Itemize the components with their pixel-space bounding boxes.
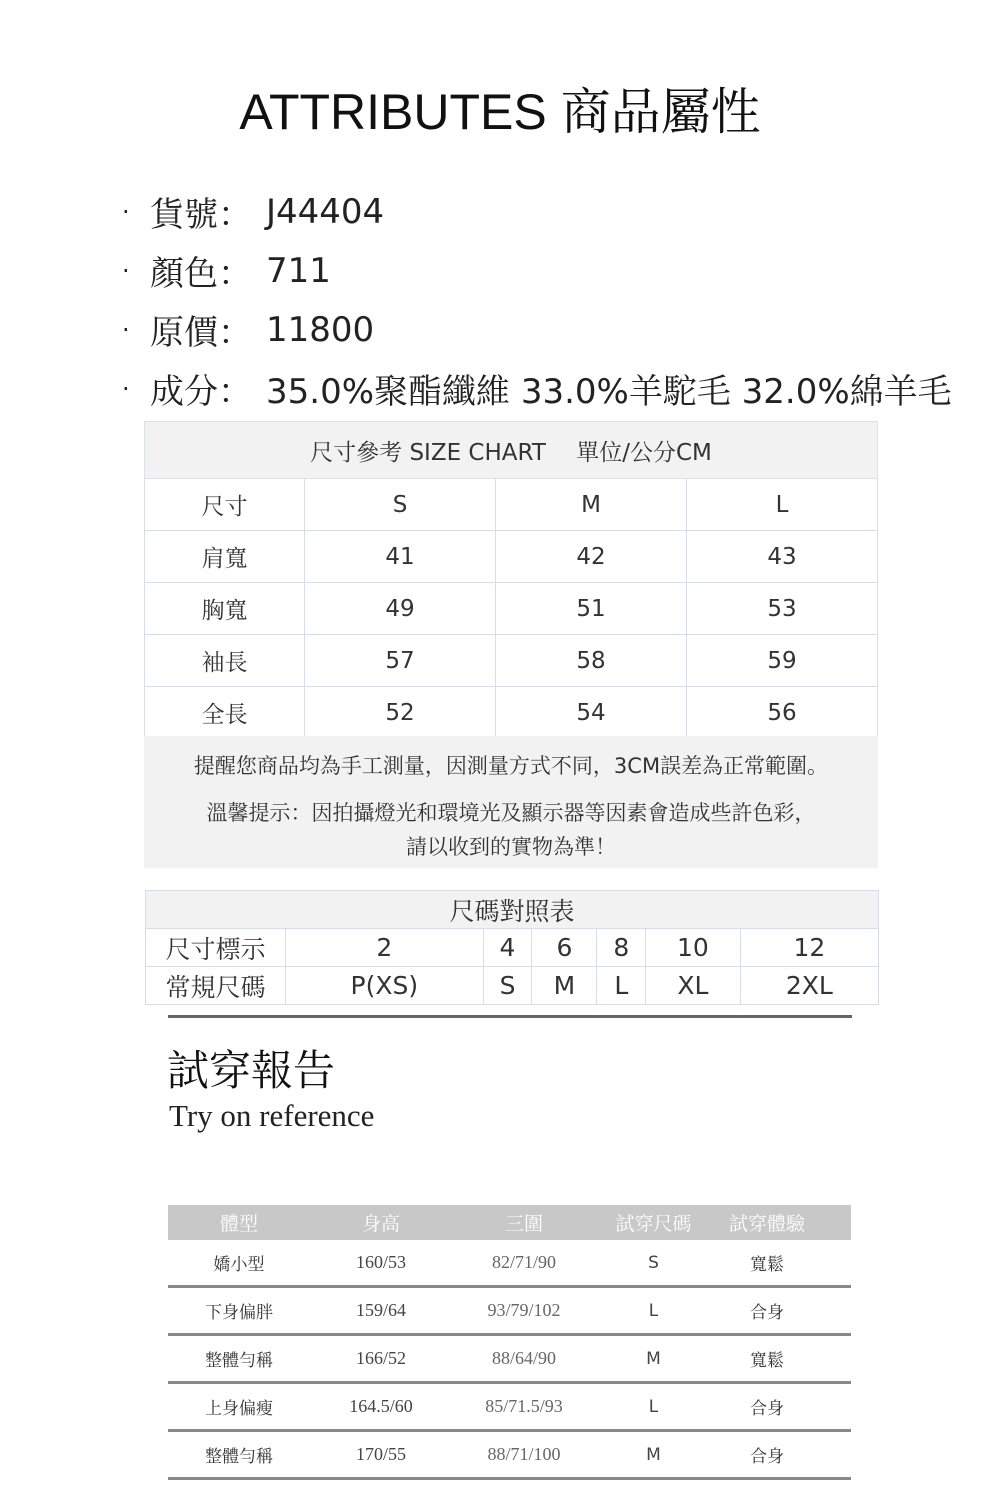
- bullet-icon: ·: [122, 315, 130, 344]
- color-disclaimer-line1: 溫馨提示：因拍攝燈光和環境光及顯示器等因素會造成些許色彩，: [206, 801, 816, 825]
- column-header: 試穿體驗: [728, 1213, 805, 1235]
- table-cell: 160/53: [355, 1252, 406, 1272]
- table-cell: L: [648, 1396, 659, 1417]
- try-on-header-row: [168, 1205, 851, 1240]
- table-cell: 82/71/90: [491, 1252, 556, 1272]
- attribute-label: 顏色：: [150, 254, 252, 294]
- table-cell: 59: [687, 635, 878, 687]
- table-cell: 下身偏胖: [205, 1303, 273, 1323]
- row-label: 常規尺碼: [146, 967, 286, 1005]
- column-header: M: [496, 479, 687, 531]
- page-title: ATTRIBUTES 商品屬性: [239, 84, 761, 140]
- size-conversion-table: [145, 890, 879, 1005]
- try-on-table: [168, 1205, 851, 1480]
- size-conversion-title: 尺碼對照表: [146, 891, 879, 929]
- table-row: [146, 929, 879, 967]
- table-cell: 2XL: [740, 967, 878, 1005]
- table-cell: 合身: [750, 1399, 784, 1419]
- table-cell: 42: [496, 531, 687, 583]
- table-row: [168, 1240, 851, 1288]
- size-chart-table: [144, 421, 878, 739]
- table-cell: 56: [687, 687, 878, 739]
- table-cell: 41: [305, 531, 496, 583]
- table-cell: 整體勻稱: [205, 1447, 273, 1467]
- attribute-value: 711: [266, 250, 331, 291]
- attribute-label: 貨號：: [150, 195, 252, 235]
- table-cell: 10: [646, 929, 741, 967]
- table-cell: 164.5/60: [349, 1396, 413, 1416]
- table-cell: 上身偏瘦: [205, 1399, 273, 1419]
- column-header: L: [687, 479, 878, 531]
- try-on-title: 試穿報告: [167, 1046, 336, 1095]
- table-row: [146, 967, 879, 1005]
- table-cell: 88/64/90: [491, 1348, 556, 1368]
- table-cell: 嬌小型: [213, 1255, 265, 1275]
- size-chart-header: 尺寸參考 SIZE CHART 單位/公分CM: [145, 422, 878, 479]
- size-chart-notes: [144, 736, 878, 868]
- table-cell: 93/79/102: [487, 1300, 561, 1320]
- table-cell: 寬鬆: [750, 1255, 784, 1275]
- table-row: [145, 583, 878, 635]
- table-cell: 8: [597, 929, 646, 967]
- table-cell: 合身: [750, 1303, 784, 1323]
- attribute-price: [122, 300, 952, 359]
- column-header: 試穿尺碼: [615, 1213, 692, 1235]
- table-cell: L: [648, 1300, 659, 1321]
- attribute-label: 成分：: [150, 372, 252, 412]
- table-row: [168, 1336, 851, 1384]
- table-cell: M: [646, 1348, 661, 1369]
- attribute-label: 原價：: [150, 313, 252, 353]
- table-row: [145, 531, 878, 583]
- table-cell: 53: [687, 583, 878, 635]
- row-label: 袖長: [145, 635, 305, 687]
- row-label: 尺寸標示: [146, 929, 286, 967]
- table-cell: 54: [496, 687, 687, 739]
- measurement-note: 提醒您商品均為手工測量，因測量方式不同，3CM誤差為正常範圍。: [193, 754, 829, 778]
- attribute-composition: [122, 359, 952, 418]
- table-cell: 6: [532, 929, 597, 967]
- attribute-value: J44404: [266, 191, 385, 232]
- table-row: [168, 1288, 851, 1336]
- table-cell: M: [532, 967, 597, 1005]
- column-header: 身高: [361, 1213, 400, 1235]
- table-cell: P(XS): [286, 967, 484, 1005]
- table-cell: 合身: [750, 1447, 784, 1467]
- table-cell: XL: [646, 967, 741, 1005]
- table-cell: 52: [305, 687, 496, 739]
- table-cell: S: [648, 1252, 659, 1273]
- column-header: 三圍: [504, 1213, 543, 1235]
- table-cell: 整體勻稱: [205, 1351, 273, 1371]
- table-cell: 159/64: [355, 1300, 406, 1320]
- table-cell: S: [483, 967, 532, 1005]
- bullet-icon: ·: [122, 374, 130, 403]
- table-cell: 43: [687, 531, 878, 583]
- bullet-icon: ·: [122, 256, 130, 285]
- row-label: 胸寬: [145, 583, 305, 635]
- column-header: 尺寸: [145, 479, 305, 531]
- color-disclaimer: [144, 796, 878, 864]
- row-label: 肩寬: [145, 531, 305, 583]
- table-cell: 寬鬆: [750, 1351, 784, 1371]
- table-cell: 2: [286, 929, 484, 967]
- table-cell: 170/55: [355, 1444, 406, 1464]
- table-cell: 85/71.5/93: [485, 1396, 563, 1416]
- attribute-value: 11800: [266, 309, 375, 350]
- table-cell: 4: [483, 929, 532, 967]
- try-on-subtitle: Try on reference: [169, 1098, 375, 1133]
- table-row: [145, 687, 878, 739]
- column-header: 體型: [219, 1213, 258, 1235]
- table-row: [168, 1384, 851, 1432]
- table-cell: 88/71/100: [487, 1444, 561, 1464]
- table-cell: 166/52: [355, 1348, 406, 1368]
- row-label: 全長: [145, 687, 305, 739]
- column-header: S: [305, 479, 496, 531]
- table-row: [145, 479, 878, 531]
- table-cell: 58: [496, 635, 687, 687]
- attribute-value: 35.0%聚酯纖維 33.0%羊駝毛 32.0%綿羊毛: [266, 372, 952, 412]
- attribute-list: [122, 182, 952, 418]
- table-cell: 12: [740, 929, 878, 967]
- attribute-color: [122, 241, 952, 300]
- table-cell: 57: [305, 635, 496, 687]
- attribute-item-number: [122, 182, 952, 241]
- table-cell: 49: [305, 583, 496, 635]
- color-disclaimer-line2: 請以收到的實物為準！: [406, 835, 616, 859]
- table-row: [168, 1432, 851, 1480]
- section-divider: [168, 1015, 852, 1018]
- bullet-icon: ·: [122, 197, 130, 226]
- table-row: [145, 635, 878, 687]
- table-cell: L: [597, 967, 646, 1005]
- table-cell: 51: [496, 583, 687, 635]
- table-cell: M: [646, 1444, 661, 1465]
